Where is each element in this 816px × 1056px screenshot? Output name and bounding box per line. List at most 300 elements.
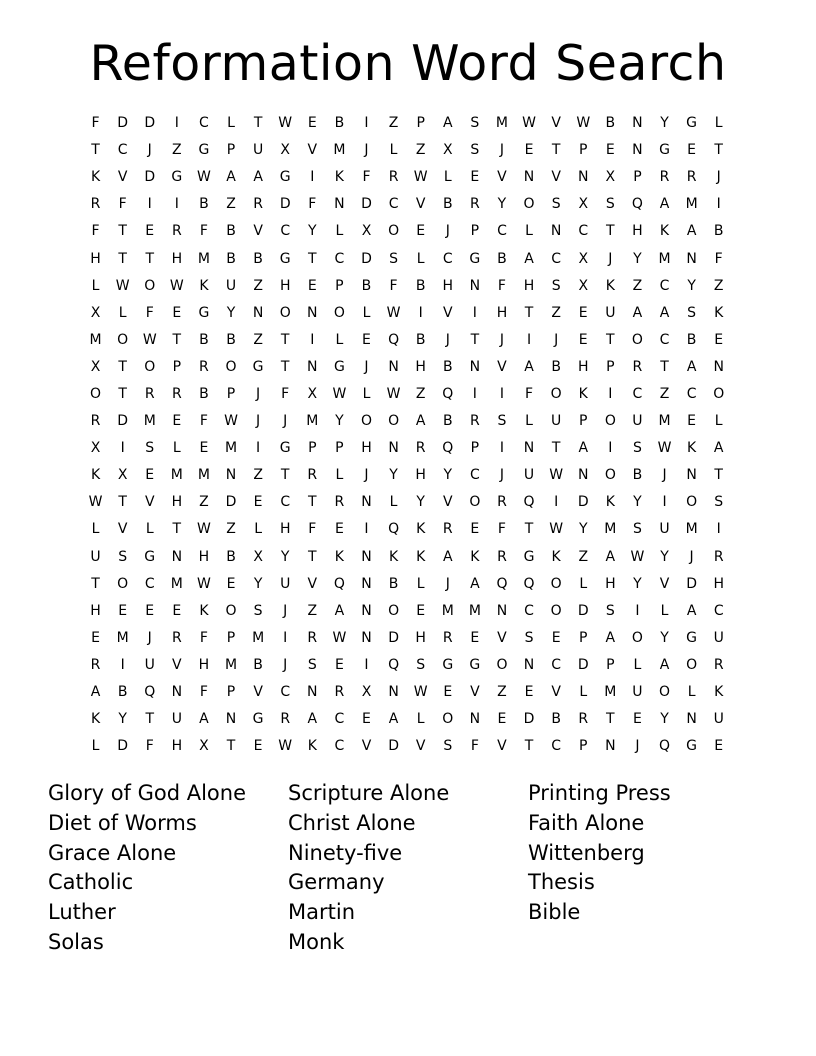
grid-letter: E: [605, 142, 615, 159]
grid-letter: E: [470, 169, 480, 186]
grid-letter: Z: [226, 196, 236, 213]
grid-letter: N: [388, 684, 399, 701]
grid-row: [82, 245, 734, 272]
grid-letter: R: [713, 548, 724, 565]
grid-letter: G: [469, 656, 481, 673]
grid-letter: Z: [199, 494, 209, 511]
grid-letter: V: [551, 684, 561, 701]
grid-letter: E: [172, 413, 182, 430]
grid-letter: R: [144, 385, 155, 402]
grid-letter: V: [253, 684, 263, 701]
grid-letter: Y: [633, 575, 642, 592]
grid-letter: X: [307, 385, 318, 402]
grid-letter: O: [388, 413, 400, 430]
grid-letter: T: [280, 358, 290, 375]
grid-letter: V: [551, 115, 561, 132]
grid-letter: R: [90, 656, 101, 673]
grid-letter: S: [416, 656, 426, 673]
grid-letter: N: [469, 358, 481, 375]
grid-row: [82, 381, 734, 408]
grid-letter: D: [225, 494, 237, 511]
grid-letter: A: [442, 548, 453, 565]
grid-letter: C: [524, 602, 534, 619]
grid-letter: W: [576, 115, 591, 132]
grid-letter: P: [470, 440, 480, 457]
grid-letter: Y: [253, 575, 263, 592]
grid-letter: N: [686, 250, 697, 267]
grid-letter: I: [499, 385, 505, 402]
grid-row: [82, 218, 734, 245]
grid-letter: I: [120, 656, 125, 673]
grid-letter: R: [659, 169, 670, 186]
grid-letter: I: [174, 196, 179, 213]
grid-letter: T: [714, 467, 723, 484]
grid-letter: S: [605, 196, 615, 213]
grid-letter: V: [253, 223, 263, 240]
word-list: [48, 779, 768, 958]
grid-letter: N: [361, 494, 372, 511]
grid-letter: X: [280, 142, 290, 159]
grid-letter: J: [147, 142, 152, 159]
grid-letter: D: [388, 629, 399, 646]
grid-letter: N: [171, 684, 183, 701]
grid-letter: H: [605, 575, 616, 592]
word-list-item: Wittenberg: [528, 840, 645, 865]
grid-row: [82, 462, 734, 489]
grid-letter: L: [91, 738, 100, 755]
grid-letter: T: [226, 738, 236, 755]
grid-letter: T: [470, 331, 480, 348]
grid-letter: P: [335, 277, 344, 294]
grid-letter: Z: [253, 331, 263, 348]
grid-letter: R: [199, 358, 209, 375]
grid-letter: F: [308, 521, 317, 538]
grid-row: [82, 733, 734, 760]
grid-letter: H: [171, 494, 183, 511]
grid-letter: O: [333, 304, 345, 321]
grid-letter: T: [660, 358, 669, 375]
grid-letter: F: [497, 521, 506, 538]
grid-letter: C: [551, 738, 562, 755]
grid-letter: O: [686, 494, 698, 511]
grid-letter: T: [118, 223, 127, 240]
grid-letter: N: [550, 223, 562, 240]
grid-letter: L: [714, 413, 723, 430]
grid-letter: H: [90, 602, 101, 619]
grid-letter: L: [335, 223, 344, 240]
grid-letter: V: [415, 196, 426, 213]
grid-letter: O: [550, 602, 562, 619]
grid-letter: X: [578, 250, 589, 267]
grid-letter: O: [117, 575, 129, 592]
grid-row: [82, 273, 734, 300]
grid-letter: C: [334, 250, 345, 267]
grid-letter: V: [442, 494, 453, 511]
grid-letter: Y: [416, 494, 425, 511]
grid-row: [82, 679, 734, 706]
grid-letter: N: [361, 602, 372, 619]
grid-letter: V: [551, 169, 561, 186]
grid-letter: X: [199, 738, 209, 755]
grid-letter: U: [280, 575, 291, 592]
grid-letter: D: [144, 115, 156, 132]
grid-letter: I: [526, 331, 532, 348]
grid-letter: R: [280, 711, 291, 728]
grid-letter: T: [524, 738, 534, 755]
grid-letter: L: [145, 521, 154, 538]
grid-letter: N: [523, 440, 535, 457]
grid-letter: V: [659, 575, 670, 592]
grid-letter: W: [197, 521, 211, 538]
grid-letter: T: [606, 223, 615, 240]
grid-letter: B: [415, 277, 426, 294]
grid-letter: Z: [253, 467, 263, 484]
grid-letter: V: [497, 738, 507, 755]
grid-letter: B: [632, 467, 643, 484]
grid-letter: Q: [523, 575, 535, 592]
grid-letter: R: [334, 684, 345, 701]
grid-letter: E: [334, 521, 344, 538]
grid-letter: J: [364, 467, 369, 484]
grid-letter: M: [224, 440, 238, 457]
grid-letter: J: [716, 169, 721, 186]
grid-letter: D: [577, 494, 589, 511]
grid-letter: N: [686, 711, 697, 728]
grid-letter: F: [281, 385, 290, 402]
grid-letter: Y: [308, 223, 317, 240]
grid-letter: M: [333, 142, 346, 159]
grid-letter: W: [386, 304, 401, 321]
grid-letter: M: [468, 602, 481, 619]
grid-letter: N: [307, 684, 318, 701]
grid-letter: E: [470, 521, 480, 538]
grid-letter: Y: [118, 711, 127, 728]
grid-letter: W: [386, 385, 401, 402]
grid-letter: L: [416, 575, 425, 592]
grid-letter: T: [118, 358, 127, 375]
grid-letter: J: [554, 331, 559, 348]
grid-letter: I: [310, 331, 315, 348]
grid-row: [82, 408, 734, 435]
grid-letter: X: [578, 196, 589, 213]
grid-letter: Y: [687, 277, 696, 294]
grid-letter: O: [225, 602, 237, 619]
grid-letter: B: [199, 196, 209, 213]
grid-letter: U: [523, 467, 535, 484]
grid-letter: J: [499, 331, 505, 348]
grid-letter: R: [334, 494, 345, 511]
grid-letter: Z: [659, 385, 670, 402]
grid-letter: E: [714, 738, 724, 755]
grid-letter: G: [523, 548, 535, 565]
grid-letter: P: [226, 142, 236, 159]
grid-letter: J: [499, 467, 505, 484]
grid-row: [82, 354, 734, 381]
grid-letter: I: [716, 196, 721, 213]
grid-letter: N: [469, 711, 481, 728]
grid-letter: I: [608, 385, 613, 402]
grid-letter: K: [578, 385, 588, 402]
grid-letter: L: [389, 142, 398, 159]
grid-letter: P: [606, 656, 615, 673]
grid-letter: C: [469, 467, 480, 484]
grid-letter: A: [307, 711, 318, 728]
grid-letter: H: [442, 277, 454, 294]
grid-letter: N: [632, 115, 643, 132]
grid-letter: B: [442, 413, 453, 430]
grid-letter: X: [361, 223, 372, 240]
grid-letter: W: [522, 115, 536, 132]
grid-letter: X: [90, 358, 101, 375]
grid-letter: E: [632, 711, 642, 728]
grid-letter: M: [685, 521, 698, 538]
grid-letter: H: [198, 656, 210, 673]
grid-letter: H: [577, 358, 589, 375]
grid-letter: L: [362, 385, 371, 402]
grid-letter: I: [608, 440, 613, 457]
grid-letter: L: [335, 331, 344, 348]
grid-letter: N: [388, 440, 399, 457]
grid-letter: S: [389, 250, 399, 267]
grid-letter: N: [307, 304, 318, 321]
grid-letter: W: [657, 440, 672, 457]
grid-letter: A: [686, 358, 697, 375]
word-list-item: Thesis: [528, 870, 595, 895]
grid-letter: R: [307, 629, 318, 646]
grid-letter: F: [199, 223, 208, 240]
grid-letter: U: [225, 277, 237, 294]
grid-letter: G: [686, 115, 698, 132]
grid-letter: O: [604, 413, 616, 430]
grid-letter: M: [116, 629, 129, 646]
grid-letter: E: [416, 602, 426, 619]
grid-letter: H: [632, 223, 643, 240]
grid-letter: K: [199, 602, 209, 619]
grid-letter: R: [253, 196, 263, 213]
grid-row: [82, 516, 734, 543]
word-list-item: Scripture Alone: [288, 781, 450, 805]
grid-letter: K: [714, 304, 724, 321]
grid-letter: E: [551, 629, 561, 646]
grid-letter: Q: [523, 494, 535, 511]
grid-letter: I: [554, 494, 559, 511]
grid-letter: D: [361, 250, 372, 267]
grid-letter: A: [253, 169, 263, 186]
grid-letter: E: [362, 331, 371, 348]
word-list-item: Martin: [288, 900, 355, 925]
grid-letter: W: [549, 467, 564, 484]
grid-letter: M: [197, 467, 210, 484]
grid-letter: P: [579, 738, 588, 755]
grid-letter: Z: [388, 115, 399, 132]
grid-letter: G: [252, 711, 264, 728]
grid-letter: O: [144, 277, 156, 294]
grid-letter: E: [199, 440, 209, 457]
grid-letter: V: [172, 656, 182, 673]
word-list-item: Faith Alone: [528, 810, 645, 835]
grid-row: [82, 164, 734, 191]
grid-letter: S: [497, 413, 507, 430]
grid-letter: E: [145, 223, 155, 240]
grid-letter: J: [364, 358, 369, 375]
grid-letter: K: [687, 440, 697, 457]
grid-letter: U: [605, 304, 616, 321]
grid-letter: S: [632, 521, 642, 538]
grid-letter: J: [256, 385, 261, 402]
grid-letter: P: [172, 358, 182, 375]
grid-letter: N: [307, 358, 318, 375]
grid-letter: E: [172, 304, 182, 321]
grid-letter: B: [253, 656, 263, 673]
grid-letter: I: [472, 304, 477, 321]
grid-letter: B: [199, 331, 209, 348]
grid-letter: M: [495, 115, 508, 132]
grid-letter: C: [497, 223, 507, 240]
grid-letter: L: [254, 521, 263, 538]
grid-letter: U: [551, 413, 562, 430]
grid-letter: K: [90, 467, 101, 484]
grid-letter: V: [497, 169, 507, 186]
grid-letter: Z: [415, 385, 426, 402]
grid-letter: S: [605, 602, 615, 619]
grid-letter: B: [388, 575, 399, 592]
grid-letter: C: [199, 115, 209, 132]
grid-letter: J: [445, 223, 450, 240]
grid-letter: J: [147, 629, 152, 646]
grid-letter: W: [88, 494, 103, 511]
grid-letter: K: [90, 169, 101, 186]
grid-letter: J: [662, 467, 667, 484]
grid-letter: R: [90, 413, 101, 430]
grid-row: [82, 571, 734, 598]
grid-letter: S: [524, 629, 534, 646]
grid-letter: U: [659, 521, 670, 538]
grid-letter: V: [307, 575, 318, 592]
grid-row: [82, 544, 734, 571]
grid-letter: D: [577, 656, 589, 673]
grid-letter: U: [90, 548, 101, 565]
grid-letter: T: [145, 711, 155, 728]
grid-letter: A: [90, 684, 101, 701]
grid-letter: H: [523, 277, 535, 294]
grid-letter: W: [630, 548, 645, 565]
grid-letter: L: [525, 223, 533, 240]
grid-letter: M: [252, 629, 265, 646]
grid-letter: J: [608, 250, 613, 267]
grid-letter: J: [364, 142, 369, 159]
grid-letter: Q: [333, 575, 345, 592]
grid-letter: S: [470, 115, 480, 132]
grid-letter: Z: [497, 684, 507, 701]
grid-letter: C: [280, 494, 291, 511]
grid-letter: D: [117, 738, 129, 755]
grid-letter: E: [253, 494, 263, 511]
grid-letter: E: [578, 331, 588, 348]
grid-letter: B: [117, 684, 128, 701]
grid-letter: O: [144, 358, 156, 375]
grid-letter: G: [442, 656, 454, 673]
grid-letter: Y: [633, 494, 642, 511]
grid-letter: R: [90, 196, 101, 213]
grid-letter: E: [443, 684, 453, 701]
grid-letter: S: [118, 548, 128, 565]
grid-letter: M: [89, 331, 102, 348]
grid-letter: T: [551, 440, 561, 457]
grid-letter: T: [172, 331, 182, 348]
grid-letter: E: [714, 331, 724, 348]
grid-letter: H: [279, 277, 291, 294]
grid-letter: M: [604, 684, 617, 701]
grid-letter: H: [198, 548, 210, 565]
grid-letter: O: [659, 684, 671, 701]
grid-letter: O: [713, 385, 725, 402]
grid-letter: I: [147, 196, 152, 213]
grid-letter: G: [171, 169, 183, 186]
grid-letter: G: [144, 548, 156, 565]
grid-letter: T: [280, 467, 290, 484]
grid-letter: A: [388, 711, 399, 728]
grid-letter: E: [307, 115, 317, 132]
grid-letter: T: [308, 494, 317, 511]
grid-letter: S: [253, 602, 263, 619]
grid-letter: L: [91, 277, 100, 294]
grid-letter: A: [713, 440, 724, 457]
grid-letter: Z: [551, 304, 561, 321]
grid-letter: N: [605, 738, 616, 755]
grid-letter: L: [389, 494, 398, 511]
grid-letter: S: [687, 304, 697, 321]
grid-letter: Y: [660, 548, 669, 565]
grid-letter: O: [550, 385, 562, 402]
grid-letter: U: [252, 142, 264, 159]
grid-letter: K: [470, 548, 480, 565]
grid-letter: W: [197, 575, 211, 592]
grid-letter: F: [199, 413, 208, 430]
grid-letter: A: [605, 548, 616, 565]
grid-letter: D: [388, 738, 399, 755]
grid-letter: Q: [388, 521, 400, 538]
grid-letter: P: [470, 223, 480, 240]
grid-letter: F: [525, 385, 534, 402]
grid-row: [82, 191, 734, 218]
grid-letter: M: [685, 196, 698, 213]
grid-letter: D: [523, 711, 535, 728]
grid-letter: L: [91, 521, 100, 538]
grid-letter: B: [551, 358, 561, 375]
grid-letter: H: [90, 250, 101, 267]
grid-letter: G: [279, 250, 291, 267]
grid-letter: A: [578, 440, 589, 457]
grid-letter: I: [174, 115, 179, 132]
grid-letter: T: [91, 142, 100, 159]
grid-letter: M: [658, 250, 671, 267]
grid-letter: A: [524, 358, 534, 375]
grid-letter: W: [278, 738, 293, 755]
grid-letter: K: [388, 548, 399, 565]
grid-letter: G: [686, 629, 698, 646]
grid-letter: J: [499, 142, 505, 159]
grid-letter: L: [687, 684, 696, 701]
grid-letter: L: [416, 711, 425, 728]
grid-letter: E: [416, 223, 426, 240]
grid-letter: X: [442, 142, 453, 159]
grid-letter: W: [549, 521, 564, 538]
grid-letter: Z: [415, 142, 426, 159]
grid-letter: L: [579, 575, 588, 592]
grid-letter: E: [687, 413, 697, 430]
grid-letter: F: [470, 738, 479, 755]
grid-letter: Q: [388, 656, 400, 673]
